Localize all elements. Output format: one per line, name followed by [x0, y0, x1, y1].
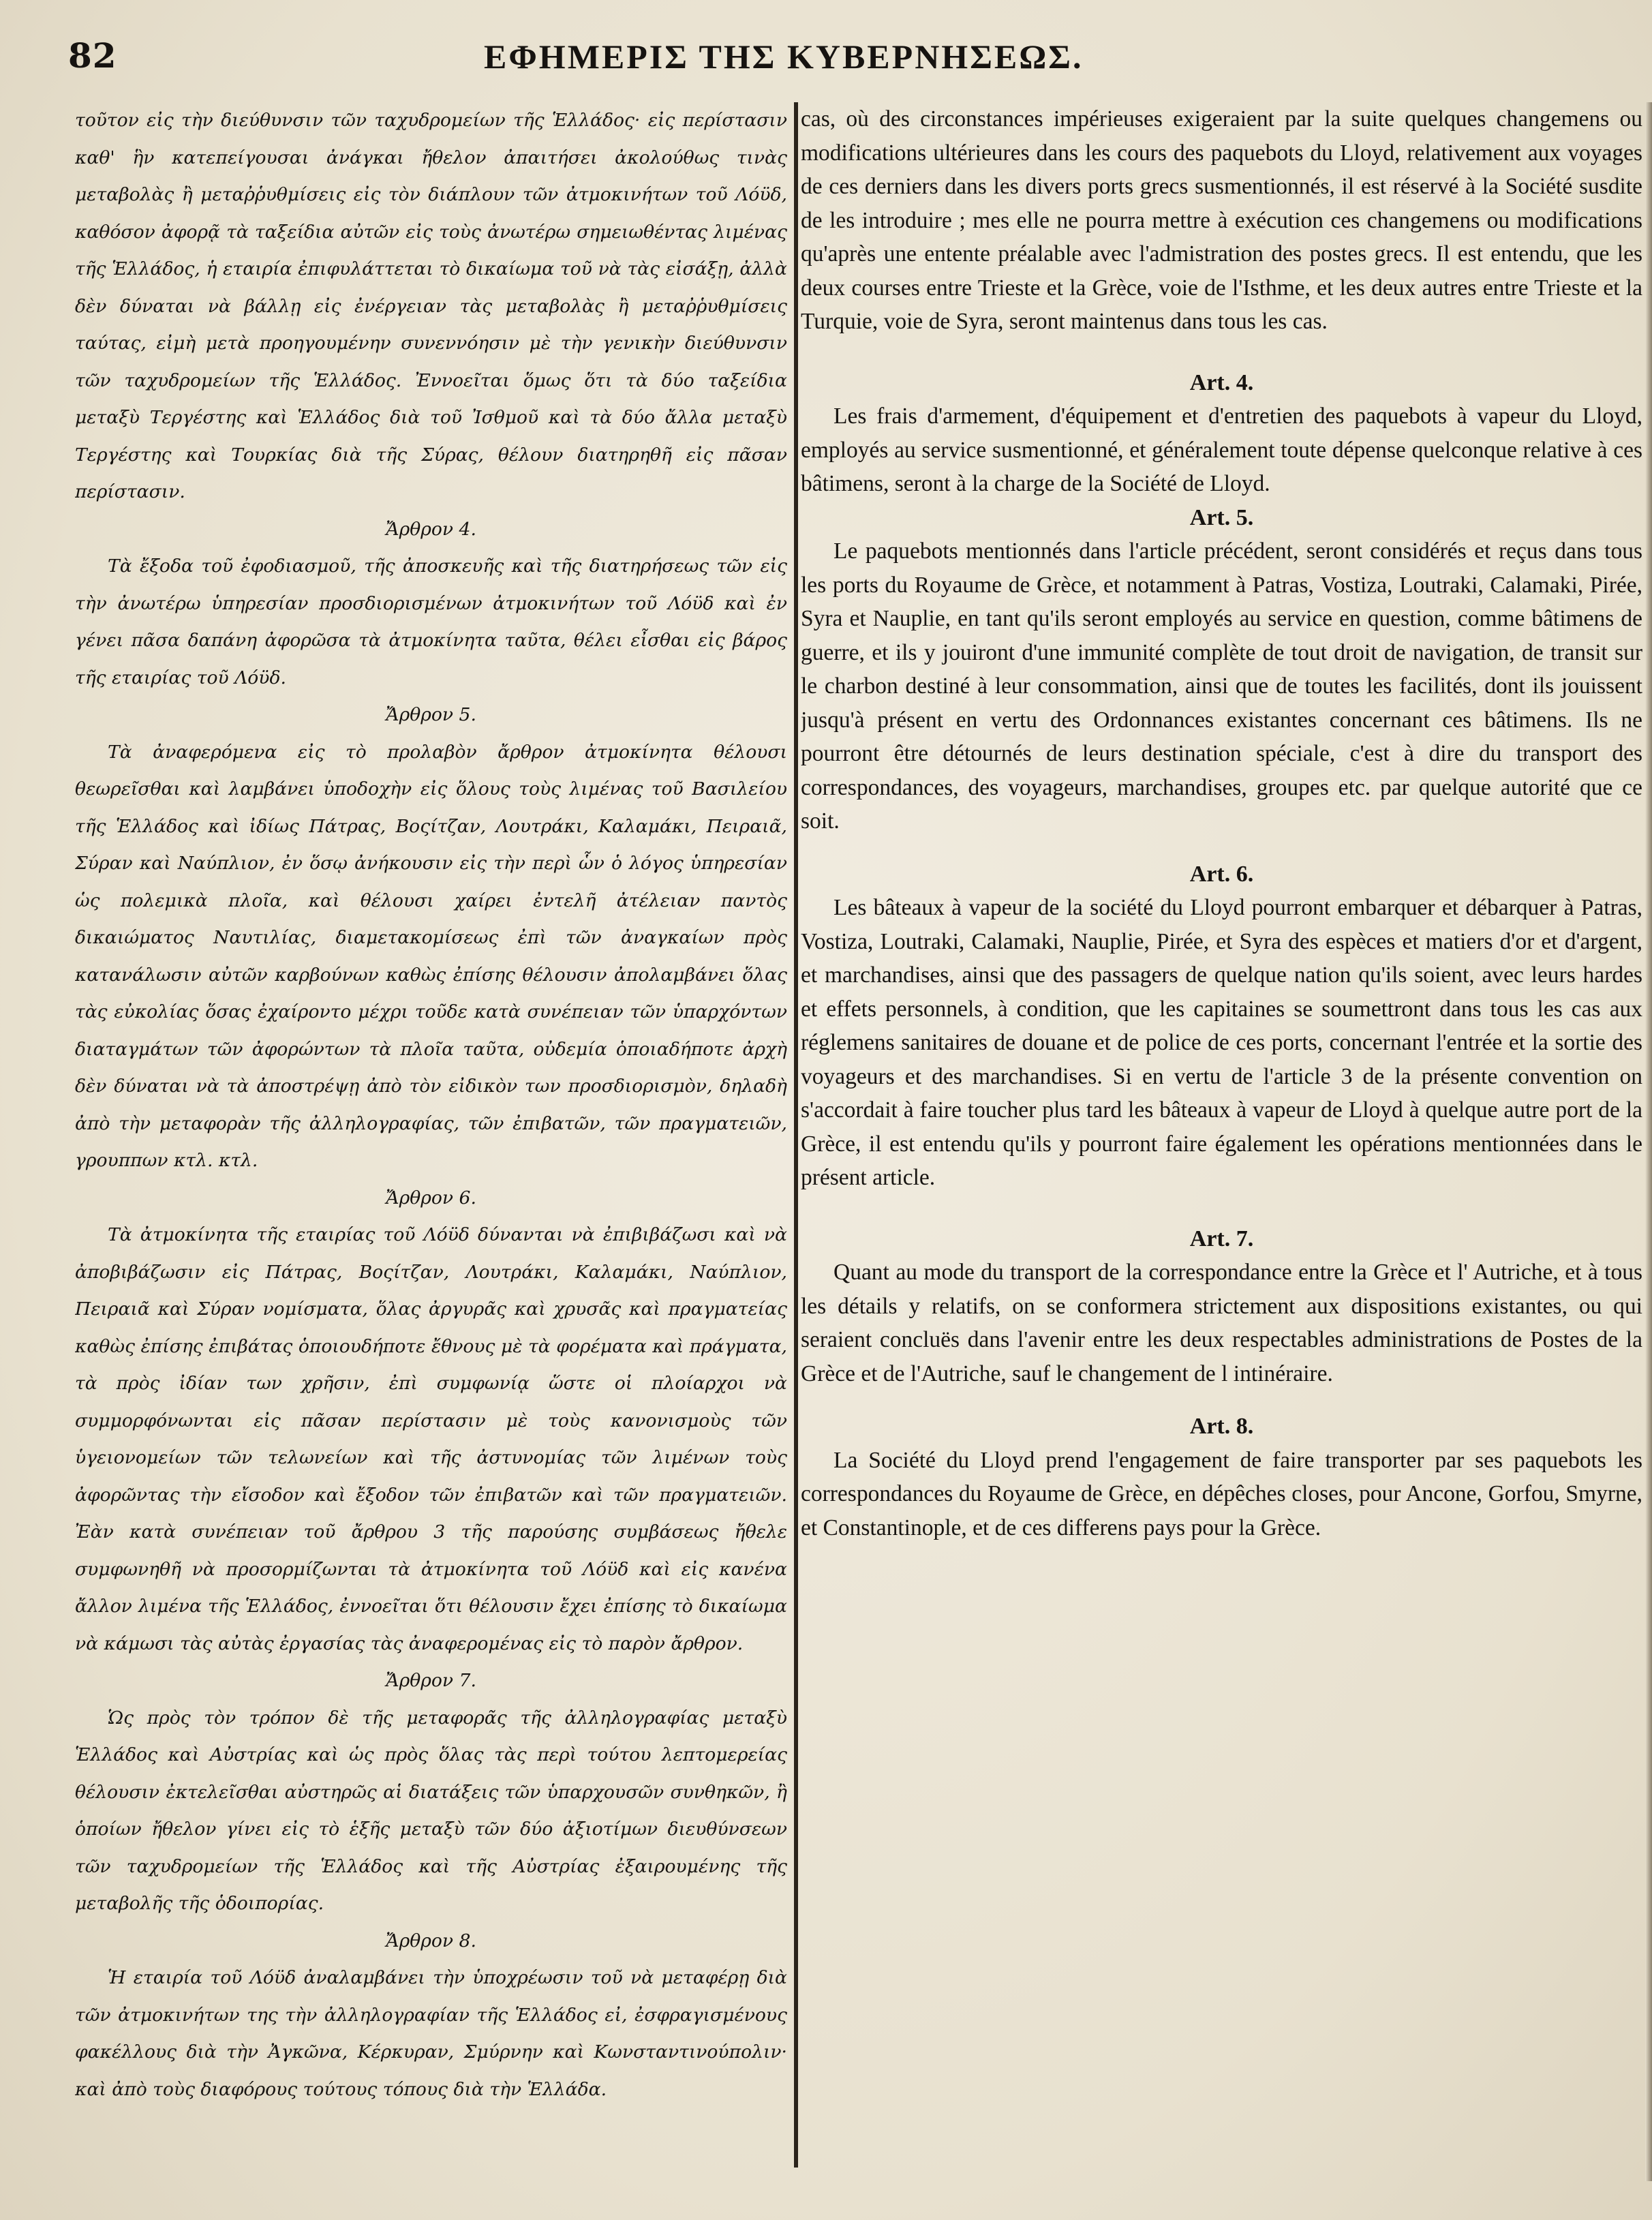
greek-article-7-heading: Ἄρθρον 7. — [386, 1670, 476, 1691]
french-article-7-text: Quant au mode du transport de la correspondance entre la Grèce et l' Autriche, et à tous les détails y relatifs, on se conformera strictement aux dispositions existantes, ou qui seraient concluës dans l'avenir entre les deux respectables administrations de Postes de la Grèce et de l'Autriche, sauf le changement de l intinéraire. — [801, 1260, 1642, 1386]
running-head: ΕΦΗΜΕΡΙΣ ΤΗΣ ΚΥΒΕΡΝΗΣΕΩΣ. — [484, 37, 1084, 76]
french-article-7-heading: Art. 7. — [1189, 1226, 1254, 1251]
greek-column — [75, 102, 787, 2174]
french-article-4-text: Les frais d'armement, d'équipement et d'entretien des paquebots à vapeur du Lloyd, employés au service susmentionné, et généralement toute dépense quelconque relative à ces bâtimens, seront à la charge de la Société de Lloyd. — [801, 404, 1642, 496]
french-article-5-heading: Art. 5. — [1189, 504, 1254, 530]
spacer — [801, 339, 1642, 366]
greek-intro-paragraph: τοῦτον εἰς τὴν διεύθυνσιν τῶν ταχυδρομείων τῆς Ἑλλάδος· εἰς περίστασιν καθ' ἣν κατεπείγουσαι ἀνάγκαι ἤθελον ἀπαιτήσει ἀκολούθως τινὰς μεταβολὰς ἢ μεταῤῥυθμίσεις εἰς τὸν διάπλουν τῶν ἀτμοκινήτων τοῦ Λόϋδ, καθόσον ἀφορᾷ τὰ ταξείδια αὐτῶν εἰς τοὺς ἀνωτέρω σημειωθέντας λιμένας τῆς Ἑλλάδος, ἡ εταιρία ἐπιφυλάττεται τὸ δικαίωμα τοῦ νὰ τὰς εἰσάξῃ, ἀλλὰ δὲν δύναται νὰ βάλλῃ εἰς ἐνέργειαν τὰς μεταβολὰς ἢ μεταῤῥυθμίσεις ταύτας, εἰμὴ μετὰ προηγουμένην συνεννόησιν μὲ τὴν γενικὴν διεύθυνσιν τῶν ταχυδρομείων τῆς Ἑλλάδος. Ἐννοεῖται ὅμως ὅτι τὰ δύο ταξείδια μεταξὺ Τεργέστης καὶ Ἑλλάδος διὰ τοῦ Ἰσθμοῦ καὶ τὰ δύο ἄλλα μεταξὺ Τεργέστης καὶ Τουρκίας διὰ τῆς Σύρας, θέλουν διατηρηθῆ εἰς πᾶσαν περίστασιν. — [75, 110, 787, 502]
french-article-6-text: Les bâteaux à vapeur de la société du Lloyd pourront embarquer et débarquer à Patras, Vostiza, Loutraki, Calamaki, Nauplie, Pirée, et Syra des espèces et matiers d'or et d'argent, et marchandises, ainsi que des passagers de quelque nation qu'ils soient, avec leurs hardes et effets personnels, à condition, que les capitaines se soumettront dans tous les cas aux réglemens sanitaires de douane et de police de ces ports, concernant l'entrée et la sortie des voyageurs et des marchandises. Si en vertu de l'article 3 de la présente convention on s'accordait à faire toucher plus tard les bâteaux à vapeur de Lloyd à quelque autre port de la Grèce, il est entendu qu'ils y pourront faire également les opérations mentionnées dans le présent article. — [801, 895, 1642, 1190]
french-article-5-text: Le paquebots mentionnés dans l'article précédent, seront considérés et reçus dans tous les ports du Royaume de Grèce, et notamment à Patras, Vostiza, Loutraki, Calamaki, Pirée, Syra et Nauplie, en tant qu'ils seront employés au service en question, comme bâtimens de guerre, et ils y jouiront d'une immunité complète de tout droit de navigation, de transit sur le charbon destiné à leur consommation, ainsi que de toutes les facilités, dont ils jouissent jusqu'à présent en vertu des Ordonnances existantes concernant ces bâtimens. Ils ne pourront être détournés de leurs destination spéciale, c'est à dire du transport des correspondances, des voyageurs, marchandises, groupes etc. par quelque autorité que ce soit. — [801, 538, 1642, 834]
french-article-6-heading: Art. 6. — [1189, 861, 1254, 887]
french-intro-paragraph: cas, où des circonstances impérieuses exigeraient par la suite quelques changemens ou modifications ultérieures dans les cours des paquebots du Lloyd, relativement aux voyages de ces derniers dans les divers ports grecs susmentionnés, il est réservé à la Société susdite de les introduire ; mes elle ne pourra mettre à exécution ces changemens ou modifications qu'après une entente préalable avec l'admistration des postes grecs. Il est entendu, que les deux courses entre Trieste et la Grèce, voie de l'Isthme, et les deux autres entre Trieste et la Turquie, voie de Syra, seront maintenus dans tous les cas. — [801, 106, 1642, 334]
greek-article-4-heading: Ἄρθρον 4. — [386, 518, 476, 540]
page-header — [68, 35, 1649, 83]
page-edge-shadow — [1645, 102, 1652, 2181]
greek-article-7-text: Ὡς πρὸς τὸν τρόπον δὲ τῆς μεταφορᾶς τῆς ἀλληλογραφίας μεταξὺ Ἑλλάδος καὶ Αὐστρίας καὶ ὡς πρὸς ὅλας τὰς περὶ τούτου λεπτομερείας θέλουσιν ἐκτελεῖσθαι αὐστηρῶς αἱ διατάξεις τῶν ὑπαρχουσῶν συνθηκῶν, ἢ ὁποίων ἤθελον γίνει εἰς τὸ ἑξῆς μεταξὺ τῶν δύο ἀξιοτίμων διευθύνσεων τῶν ταχυδρομείων τῆς Ἑλλάδος καὶ τῆς Αὐστρίας ἐξαιρουμένης τῆς μεταβολῆς τῆς ὁδοιπορίας. — [75, 1707, 787, 1914]
french-column — [801, 102, 1642, 2174]
french-article-8-text: La Société du Lloyd prend l'engagement de faire transporter par ses paquebots les correspondances du Royaume de Grèce, en dépêches closes, pour Ancone, Gorfou, Smyrne, et Constantinople, et de ces differens pays pour la Grèce. — [801, 1447, 1642, 1540]
spacer — [801, 838, 1642, 857]
greek-article-6-text: Τὰ ἀτμοκίνητα τῆς εταιρίας τοῦ Λόϋδ δύνανται νὰ ἐπιβιβάζωσι καὶ νὰ ἀποβιβάζωσιν εἰς Πάτρας, Βοςίτζαν, Λουτράκι, Καλαμάκι, Ναύπλιον, Πειραιᾶ καὶ Σύραν νομίσματα, ὅλας ἀργυρᾶς καὶ χρυσᾶς καὶ πραγματείας καθὼς ἐπίσης ἐπιβάτας ὁποιουδήποτε ἔθνους μὲ τὰ φορέματα καὶ πράγματα, τὰ πρὸς ἰδίαν των χρῆσιν, ἐπὶ συμφωνίᾳ ὥστε οἱ πλοίαρχοι νὰ συμμορφόνωνται εἰς πᾶσαν περίστασιν μὲ τοὺς κανονισμοὺς τῶν ὑγειονομείων τῶν τελωνείων καὶ τῆς ἀστυνομίας τῶν λιμένων τοὺς ἀφορῶντας τὴν εἴσοδον καὶ ἔξοδον τῶν ἐπιβατῶν καὶ τῶν πραγματειῶν. Ἐὰν κατὰ συνέπειαν τοῦ ἄρθρου 3 τῆς παρούσης συμβάσεως ἤθελε συμφωνηθῆ νὰ προσορμίζωνται τὰ ἀτμοκίνητα τοῦ Λόϋδ καὶ εἰς κανένα ἄλλον λιμένα τῆς Ἑλλάδος, ἐννοεῖται ὅτι θέλουσιν ἔχει ἐπίσης τὸ δικαίωμα νὰ κάμωσι τὰς αὐτὰς ἐργασίας τὰς ἀναφερομένας εἰς τὸ παρὸν ἄρθρον. — [75, 1224, 787, 1654]
greek-article-5-heading: Ἄρθρον 5. — [386, 704, 476, 725]
french-article-4-heading: Art. 4. — [1189, 369, 1254, 395]
greek-article-8-heading: Ἄρθρον 8. — [386, 1930, 476, 1951]
greek-article-8-text: Ἡ εταιρία τοῦ Λόϋδ ἀναλαμβάνει τὴν ὑποχρέωσιν τοῦ νὰ μεταφέρῃ διὰ τῶν ἀτμοκινήτων της τὴν ἀλληλογραφίαν τῆς Ἑλλάδος εἰ, ἐσφραγισμένους φακέλλους διὰ τὴν Ἀγκῶνα, Κέρκυραν, Σμύρνην καὶ Κωνσταντινούπολιν· καὶ ἀπὸ τοὺς διαφόρους τούτους τόπους διὰ τὴν Ἑλλάδα. — [75, 1967, 787, 2100]
french-article-8-heading: Art. 8. — [1189, 1414, 1254, 1439]
greek-article-4-text: Τὰ ἔξοδα τοῦ ἐφοδιασμοῦ, τῆς ἀποσκευῆς καὶ τῆς διατηρήσεως τῶν εἰς τὴν ἀνωτέρω ὑπηρεσίαν προσδιορισμένων ἀτμοκινήτων τοῦ Λόϋδ καὶ ἐν γένει πᾶσα δαπάνη ἀφορῶσα τὰ ἀτμοκίνητα ταῦτα, θέλει εἶσθαι εἰς βάρος τῆς εταιρίας τοῦ Λόϋδ. — [75, 556, 787, 688]
page-number: 82 — [68, 35, 117, 76]
greek-article-5-text: Τὰ ἀναφερόμενα εἰς τὸ προλαβὸν ἄρθρον ἀτμοκίνητα θέλουσι θεωρεῖσθαι καὶ λαμβάνει ὑποδοχὴν εἰς ὅλους τοὺς λιμένας τοῦ Βασιλείου τῆς Ἑλλάδος καὶ ἰδίως Πάτρας, Βοςίτζαν, Λουτράκι, Καλαμάκι, Πειραιᾶ, Σύραν καὶ Ναύπλιον, ἐν ὅσῳ ἀνήκουσιν εἰς τὴν περὶ ὧν ὁ λόγος ὑπηρεσίαν ὡς πολεμικὰ πλοῖα, καὶ θέλουσι χαίρει ἐντελῆ ἀτέλειαν παντὸς δικαιώματος Ναυτιλίας, διαμετακομίσεως ἐπὶ τῶν ἀναγκαίων πρὸς κατανάλωσιν αὐτῶν καρβούνων καθὼς ἐπίσης θέλουσιν ἀπολαμβάνει ὅλας τὰς εὐκολίας ὅσας ἐχαίροντο μέχρι τοῦδε κατὰ συνέπειαν τῶν ὑπαρχόντων διαταγμάτων τῶν ἀφορώντων τὰ πλοῖα ταῦτα, οὐδεμία ὁποιαδήποτε ἀρχὴ δὲν δύναται νὰ τὰ ἀποστρέψῃ ἀπὸ τὸν εἰδικὸν των προσδιορισμὸν, δηλαδὴ ἀπὸ τὴν μεταφορὰν τῆς ἀλληλογραφίας, τῶν ἐπιβατῶν, τῶν πραγματειῶν, γρουππων κτλ. κτλ. — [75, 741, 787, 1171]
spacer — [801, 1195, 1642, 1222]
greek-article-6-heading: Ἄρθρον 6. — [386, 1187, 476, 1208]
spacer — [801, 1390, 1642, 1410]
column-divider — [794, 102, 798, 2168]
